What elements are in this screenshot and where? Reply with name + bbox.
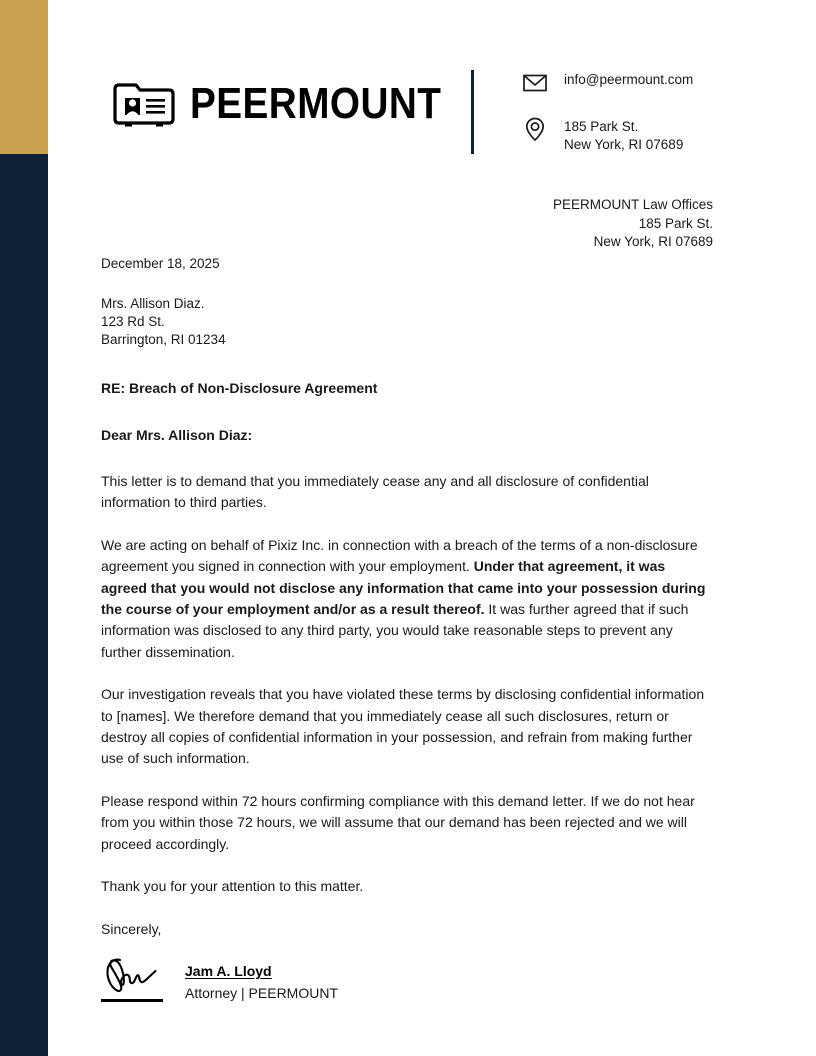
sender-address — [380, 196, 713, 252]
header-divider — [471, 70, 474, 154]
subject-line: RE: Breach of Non-Disclosure Agreement — [101, 380, 378, 396]
letterhead-header — [0, 0, 816, 175]
brand-name: PEERMOUNT — [190, 79, 442, 128]
contact-email-row — [522, 68, 792, 95]
envelope-icon — [522, 68, 548, 95]
paragraph-2-outro: It was further agreed that if such information was disclosed to any third party, you would take reasonable steps to prevent any further dissemination. — [101, 601, 689, 660]
paragraph-2 — [101, 535, 713, 663]
handwritten-signature-icon — [101, 955, 165, 997]
signer-name: Jam A. Lloyd — [185, 963, 272, 979]
paragraph-3: Our investigation reveals that you have violated these terms by disclosing confidential information to [names]. We therefore demand that you immediately cease all such disclosures, return or destroy all copies of confidential information in your possession, and refrain from making further use of such information. — [101, 686, 705, 767]
paragraph-4: Please respond within 72 hours confirming compliance with this demand letter. If we do not hear from you within those 72 hours, we will assume that our demand has been rejected and we will proceed accordingly. — [101, 792, 695, 852]
paragraph-5: Thank you for your attention to this matter. — [101, 878, 364, 895]
letter-date: December 18, 2025 — [101, 256, 220, 271]
brand-lockup — [112, 80, 476, 128]
sender-line-3: New York, RI 07689 — [593, 234, 713, 249]
contact-email[interactable]: info@peermount.com — [564, 72, 694, 87]
letter-body — [101, 255, 713, 940]
contact-address-line2: New York, RI 07689 — [564, 137, 684, 152]
id-card-icon — [112, 80, 176, 128]
sender-line-2: 185 Park St. — [638, 215, 713, 231]
location-pin-icon — [522, 115, 548, 142]
recipient-line-2: 123 Rd St. — [101, 314, 165, 329]
signature-info — [185, 955, 338, 1003]
paragraph-2-intro: We are acting on behalf of Pixiz Inc. in connection with a breach of the terms of a non-disclosure agreement you signed in connection with your employment. — [101, 536, 698, 575]
recipient-line-1: Mrs. Allison Diaz. — [101, 296, 205, 311]
recipient-address — [101, 295, 713, 349]
signature-rule — [101, 999, 163, 1002]
sidebar-navy-band — [0, 154, 48, 1056]
paragraph-1: This letter is to demand that you immediately cease any and all disclosure of confidential information to third parties. — [101, 473, 649, 511]
contact-address-row — [522, 115, 792, 154]
closing-line: Sincerely, — [101, 920, 162, 937]
signature-mark — [101, 955, 165, 1002]
contact-address — [564, 115, 683, 154]
signer-role: Attorney | PEERMOUNT — [185, 985, 339, 1001]
contact-address-line1: 185 Park St. — [564, 119, 639, 134]
recipient-line-3: Barrington, RI 01234 — [101, 332, 226, 347]
paragraph-2-emphasis: Under that agreement, it was agreed that you would not disclose any information that came into your possession during the course of your employment and/or as a result thereof. — [101, 558, 706, 618]
signature-block — [101, 955, 338, 1003]
sender-line-1: PEERMOUNT Law Offices — [552, 197, 713, 212]
contact-block — [522, 68, 792, 174]
salutation: Dear Mrs. Allison Diaz: — [101, 427, 253, 443]
